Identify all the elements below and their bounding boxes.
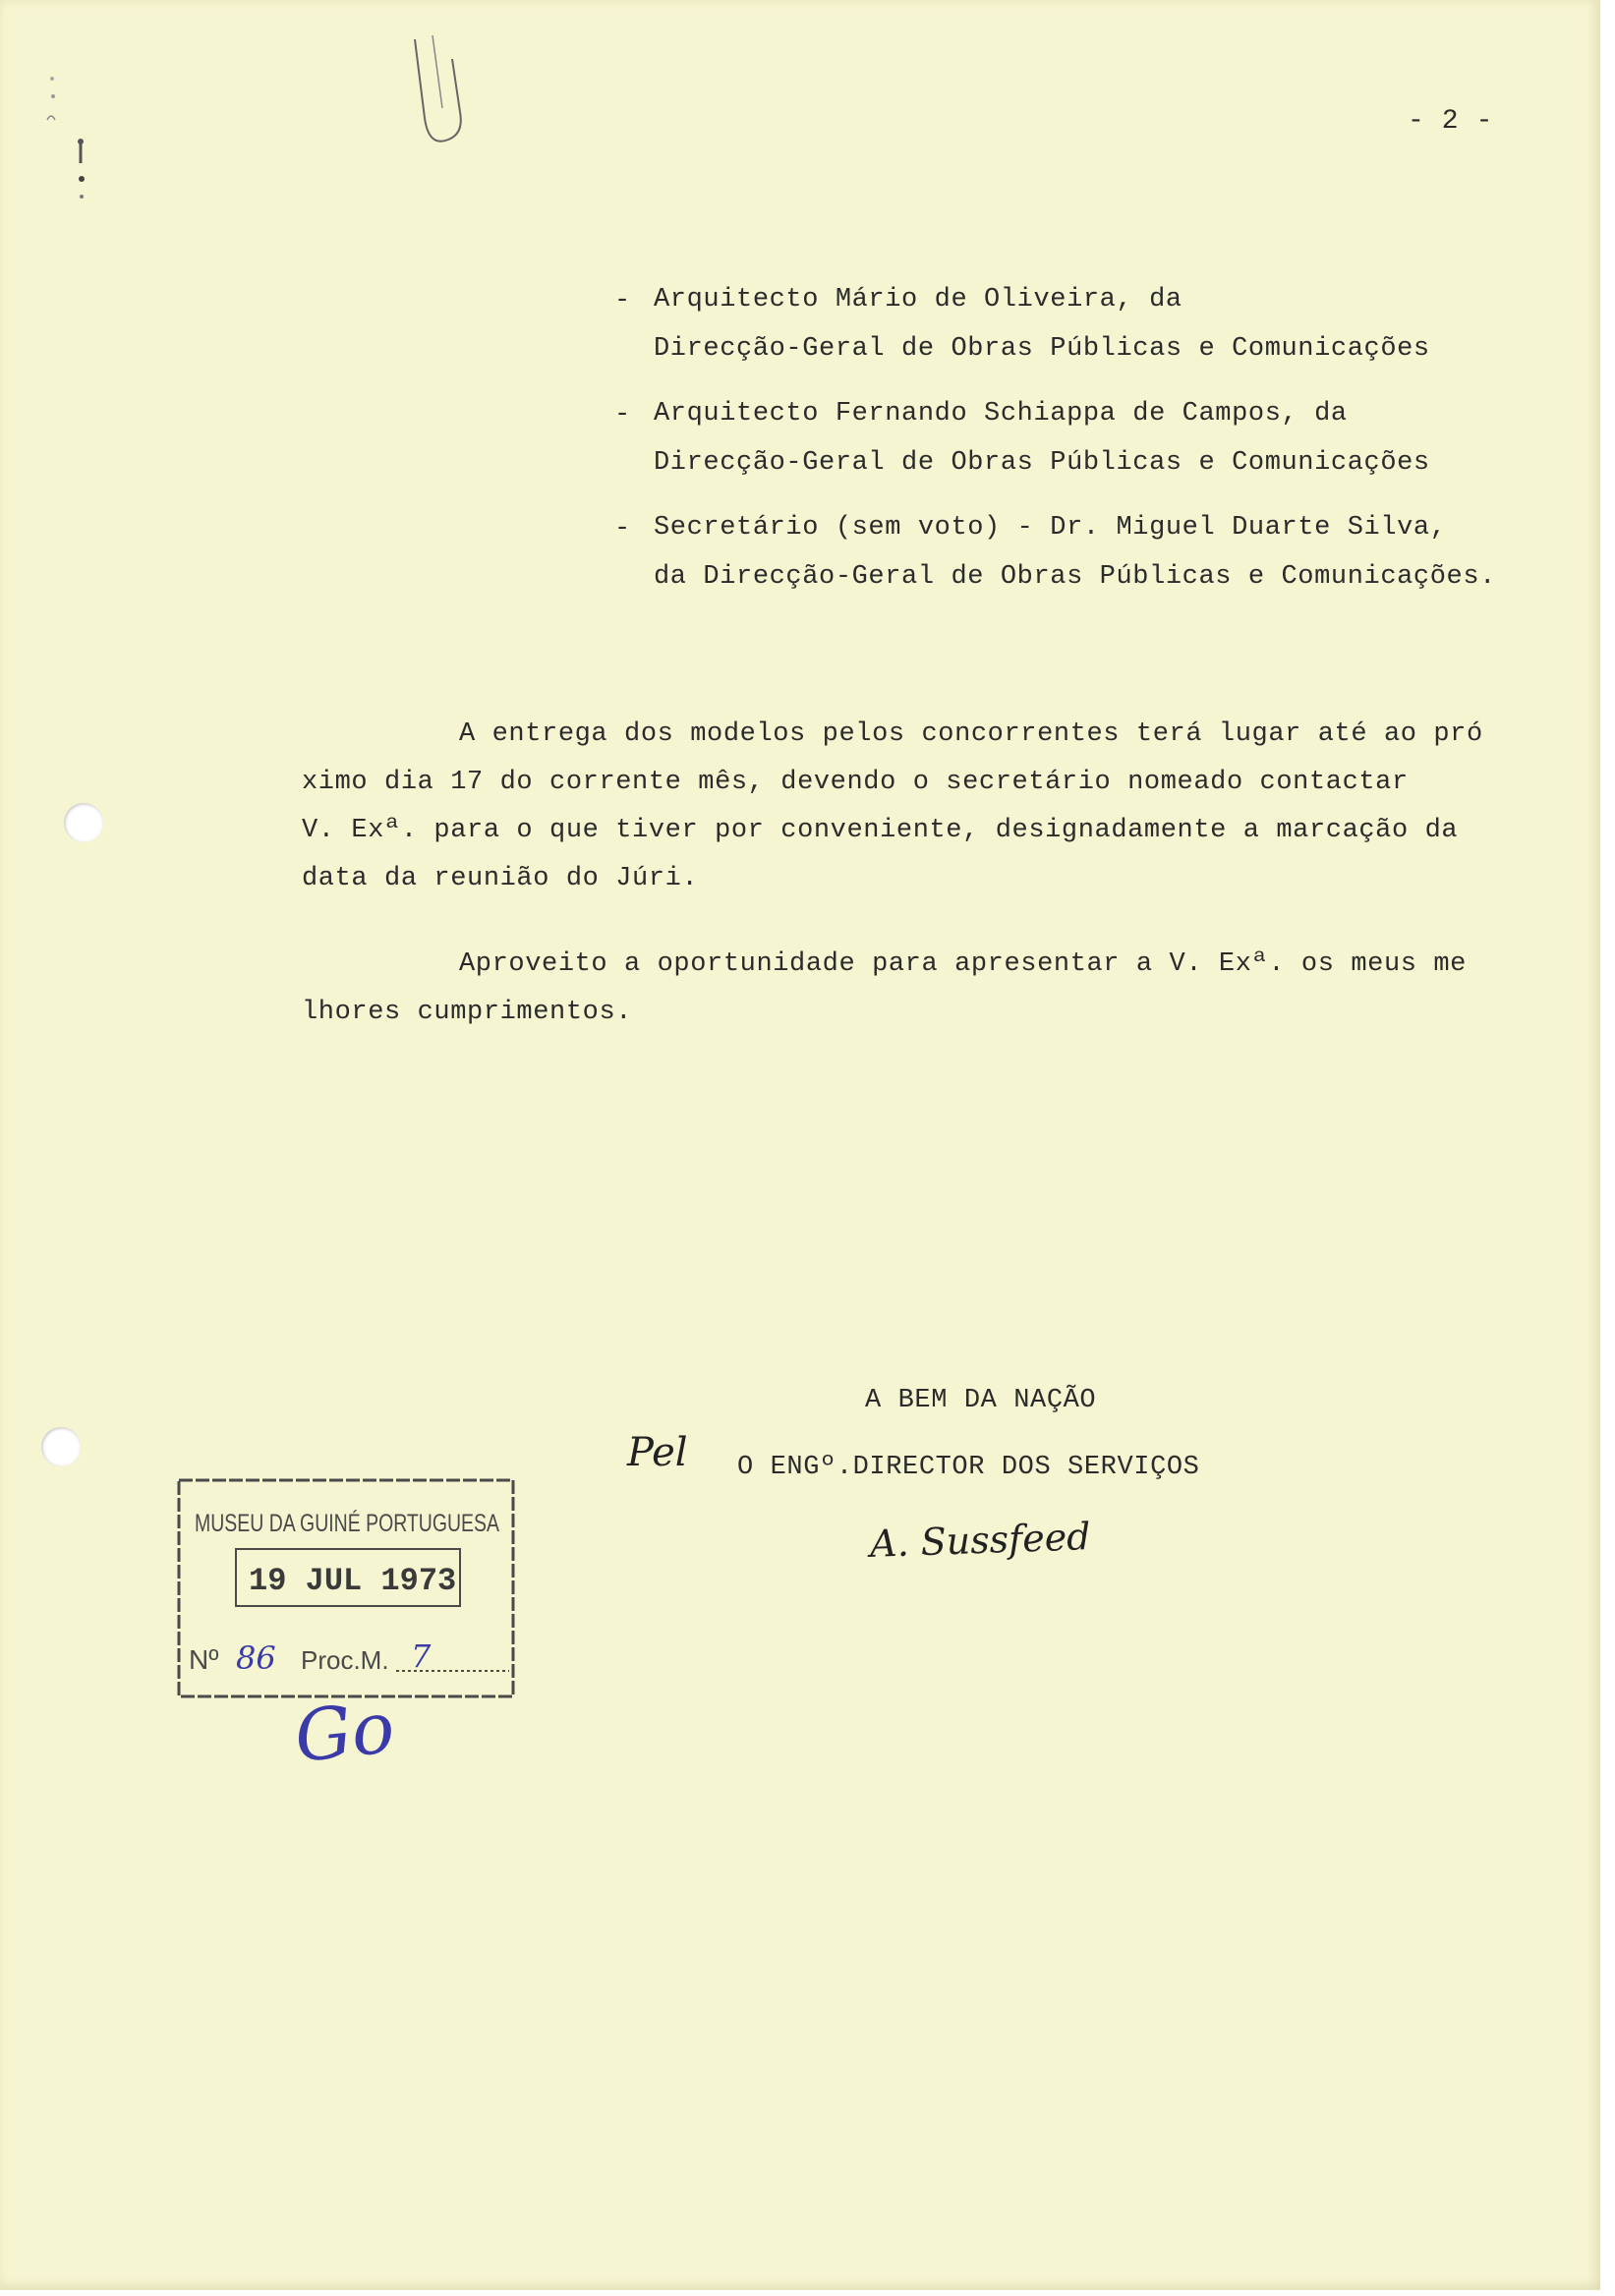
stamp-number-label: Nº [189, 1644, 219, 1675]
paragraph-line: A entrega dos modelos pelos concorrentes terá lugar até ao pró [459, 719, 1483, 749]
director-title: O ENGº.DIRECTOR DOS SERVIÇOS [737, 1453, 1200, 1482]
list-dash: - [614, 514, 631, 544]
stamp-proc-value: 7 [411, 1637, 432, 1675]
list-line: Arquitecto Mário de Oliveira, da [654, 285, 1182, 315]
jury-member-list [614, 275, 1496, 617]
punch-hole [41, 1427, 81, 1466]
paragraph-line: data da reunião do Júri. [302, 864, 699, 893]
paragraph-line: V. Exª. para o que tiver por conveniente, designadamente a marcação da [302, 816, 1459, 845]
list-line: Direcção-Geral de Obras Públicas e Comunicações [654, 334, 1430, 364]
margin-marks [37, 69, 96, 206]
list-line: Direcção-Geral de Obras Públicas e Comunicações [654, 448, 1430, 478]
punch-hole [64, 803, 103, 842]
stamp-proc-label: Proc.M. [301, 1645, 389, 1675]
paragraph-line: lhores cumprimentos. [302, 998, 633, 1027]
list-item [614, 389, 1496, 488]
list-line: Secretário (sem voto) - Dr. Miguel Duarte Silva, [654, 513, 1447, 543]
paperclip-mark [403, 29, 491, 157]
signature-prefix: Pel [627, 1430, 688, 1475]
stamp-date: 19 JUL 1973 [249, 1563, 457, 1599]
closing-formula: A BEM DA NAÇÃO [865, 1386, 1097, 1415]
page-number: - 2 - [1408, 106, 1494, 137]
stamp-institution: MUSEU DA GUINÉ PORTUGUESA [195, 1510, 587, 1537]
paragraph-line: Aproveito a oportunidade para apresentar a V. Exª. os meus me [459, 949, 1467, 979]
list-dash: - [614, 400, 631, 430]
list-item [614, 503, 1496, 602]
paragraph-greeting [302, 941, 1560, 1037]
handwritten-initials: Go [290, 1685, 398, 1779]
paragraph-line: ximo dia 17 do corrente mês, devendo o secretário nomeado contactar [302, 768, 1409, 797]
list-dash: - [614, 286, 631, 316]
list-line: Arquitecto Fernando Schiappa de Campos, da [654, 399, 1348, 429]
museum-stamp [175, 1474, 587, 1702]
director-signature: A. Sussfeed [869, 1515, 1092, 1566]
list-line: da Direcção-Geral de Obras Públicas e Comunicações. [654, 562, 1496, 592]
paper-edge [1600, 0, 1615, 2296]
paragraph-delivery [302, 711, 1560, 903]
stamp-number: 86 [236, 1639, 276, 1677]
list-item [614, 275, 1496, 373]
